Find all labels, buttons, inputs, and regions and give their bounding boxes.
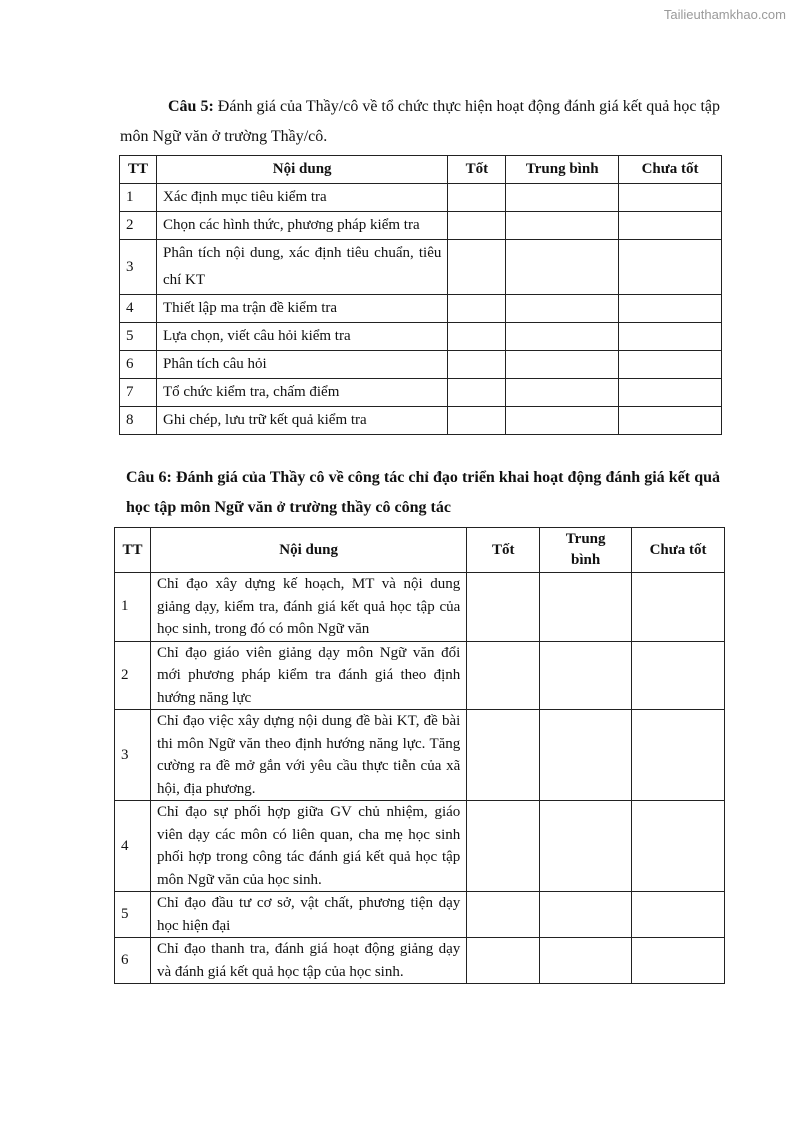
row-content: Chỉ đạo việc xây dựng nội dung đề bài KT, đề bài thi môn Ngữ văn theo định hướng năng lực. Tăng cường ra đề mở gắn với yêu cầu thực tiễn của xã hội, địa phương.: [150, 710, 466, 801]
table-row: [120, 212, 722, 240]
rating-not-good-cell[interactable]: [632, 573, 725, 642]
table-row: [120, 407, 722, 435]
row-number: 4: [120, 295, 157, 323]
table-row: [115, 710, 725, 801]
rating-good-cell[interactable]: [448, 184, 506, 212]
rating-average-cell[interactable]: [506, 351, 619, 379]
table-row: [120, 351, 722, 379]
rating-not-good-cell[interactable]: [632, 641, 725, 710]
question-6-table: [114, 527, 725, 984]
table-row: [115, 938, 725, 984]
header-content: Nội dung: [156, 156, 447, 184]
watermark: Tailieuthamkhao.com: [663, 7, 786, 22]
question-5-text: Đánh giá của Thầy/cô về tổ chức thực hiện hoạt động đánh giá kết quả học tập môn Ngữ văn ở trường Thầy/cô.: [120, 98, 720, 145]
rating-good-cell[interactable]: [448, 212, 506, 240]
rating-average-cell[interactable]: [540, 892, 632, 938]
row-number: 2: [115, 641, 151, 710]
rating-good-cell[interactable]: [448, 351, 506, 379]
row-content: Phân tích nội dung, xác định tiêu chuẩn, tiêu chí KT: [156, 240, 447, 295]
rating-not-good-cell[interactable]: [619, 295, 722, 323]
rating-good-cell[interactable]: [448, 295, 506, 323]
question-6-heading: Câu 6: Đánh giá của Thầy cô về công tác chỉ đạo triển khai hoạt động đánh giá kết quả học tập môn Ngữ văn ở trường thầy cô công tác: [126, 469, 720, 516]
rating-average-cell[interactable]: [506, 184, 619, 212]
rating-not-good-cell[interactable]: [632, 938, 725, 984]
row-content: Chỉ đạo sự phối hợp giữa GV chủ nhiệm, giáo viên dạy các môn có liên quan, cha mẹ học sinh phối hợp trong công tác đánh giá kết quả học tập môn Ngữ văn của học sinh.: [150, 801, 466, 892]
row-number: 8: [120, 407, 157, 435]
row-content: Chọn các hình thức, phương pháp kiểm tra: [156, 212, 447, 240]
table-row: [120, 184, 722, 212]
table-row: [120, 323, 722, 351]
header-tt: TT: [115, 528, 151, 573]
table-row: [115, 892, 725, 938]
rating-not-good-cell[interactable]: [619, 212, 722, 240]
row-number: 1: [115, 573, 151, 642]
header-not-good: Chưa tốt: [632, 528, 725, 573]
header-good: Tốt: [467, 528, 540, 573]
row-number: 4: [115, 801, 151, 892]
rating-not-good-cell[interactable]: [619, 379, 722, 407]
table-header-row: [115, 528, 725, 573]
row-number: 6: [115, 938, 151, 984]
header-average: Trung bình: [506, 156, 619, 184]
row-content: Chỉ đạo giáo viên giảng dạy môn Ngữ văn đổi mới phương pháp kiểm tra đánh giá theo định hướng năng lực: [150, 641, 466, 710]
rating-not-good-cell[interactable]: [632, 710, 725, 801]
rating-not-good-cell[interactable]: [632, 892, 725, 938]
row-number: 1: [120, 184, 157, 212]
header-good: Tốt: [448, 156, 506, 184]
row-content: Phân tích câu hỏi: [156, 351, 447, 379]
rating-average-cell[interactable]: [540, 801, 632, 892]
rating-good-cell[interactable]: [448, 323, 506, 351]
header-content: Nội dung: [150, 528, 466, 573]
row-content: Lựa chọn, viết câu hỏi kiểm tra: [156, 323, 447, 351]
table-row: [120, 379, 722, 407]
row-content: Thiết lập ma trận đề kiểm tra: [156, 295, 447, 323]
row-content: Tổ chức kiểm tra, chấm điểm: [156, 379, 447, 407]
rating-not-good-cell[interactable]: [619, 323, 722, 351]
rating-average-cell[interactable]: [540, 710, 632, 801]
rating-good-cell[interactable]: [448, 407, 506, 435]
rating-good-cell[interactable]: [467, 641, 540, 710]
rating-good-cell[interactable]: [448, 240, 506, 295]
rating-good-cell[interactable]: [448, 379, 506, 407]
table-row: [115, 573, 725, 642]
rating-not-good-cell[interactable]: [619, 184, 722, 212]
rating-average-cell[interactable]: [540, 938, 632, 984]
table-row: [115, 641, 725, 710]
row-number: 3: [120, 240, 157, 295]
rating-average-cell[interactable]: [506, 240, 619, 295]
row-content: Chỉ đạo xây dựng kế hoạch, MT và nội dung giảng dạy, kiểm tra, đánh giá kết quả học tập của học sinh, trong đó có môn Ngữ văn: [150, 573, 466, 642]
row-content: Xác định mục tiêu kiểm tra: [156, 184, 447, 212]
rating-not-good-cell[interactable]: [632, 801, 725, 892]
rating-not-good-cell[interactable]: [619, 240, 722, 295]
question-5-heading: [120, 92, 720, 152]
rating-average-cell[interactable]: [506, 407, 619, 435]
rating-good-cell[interactable]: [467, 573, 540, 642]
row-number: 6: [120, 351, 157, 379]
rating-average-cell[interactable]: [506, 212, 619, 240]
row-number: 5: [120, 323, 157, 351]
header-not-good: Chưa tốt: [619, 156, 722, 184]
table-row: [120, 295, 722, 323]
rating-average-cell[interactable]: [506, 295, 619, 323]
row-content: Chỉ đạo đầu tư cơ sở, vật chất, phương tiện dạy học hiện đại: [150, 892, 466, 938]
rating-average-cell[interactable]: [506, 323, 619, 351]
rating-good-cell[interactable]: [467, 892, 540, 938]
rating-not-good-cell[interactable]: [619, 351, 722, 379]
rating-not-good-cell[interactable]: [619, 407, 722, 435]
rating-average-cell[interactable]: [540, 641, 632, 710]
row-number: 7: [120, 379, 157, 407]
row-content: Ghi chép, lưu trữ kết quả kiểm tra: [156, 407, 447, 435]
rating-good-cell[interactable]: [467, 801, 540, 892]
header-tt: TT: [120, 156, 157, 184]
question-5-table: [119, 155, 722, 435]
table-row: [120, 240, 722, 295]
header-average: Trung bình: [540, 528, 632, 573]
row-number: 2: [120, 212, 157, 240]
rating-good-cell[interactable]: [467, 938, 540, 984]
question-5-label: Câu 5:: [168, 98, 214, 115]
rating-good-cell[interactable]: [467, 710, 540, 801]
rating-average-cell[interactable]: [506, 379, 619, 407]
table-header-row: [120, 156, 722, 184]
row-content: Chỉ đạo thanh tra, đánh giá hoạt động giảng dạy và đánh giá kết quả học tập của học sinh.: [150, 938, 466, 984]
rating-average-cell[interactable]: [540, 573, 632, 642]
row-number: 5: [115, 892, 151, 938]
table-row: [115, 801, 725, 892]
row-number: 3: [115, 710, 151, 801]
